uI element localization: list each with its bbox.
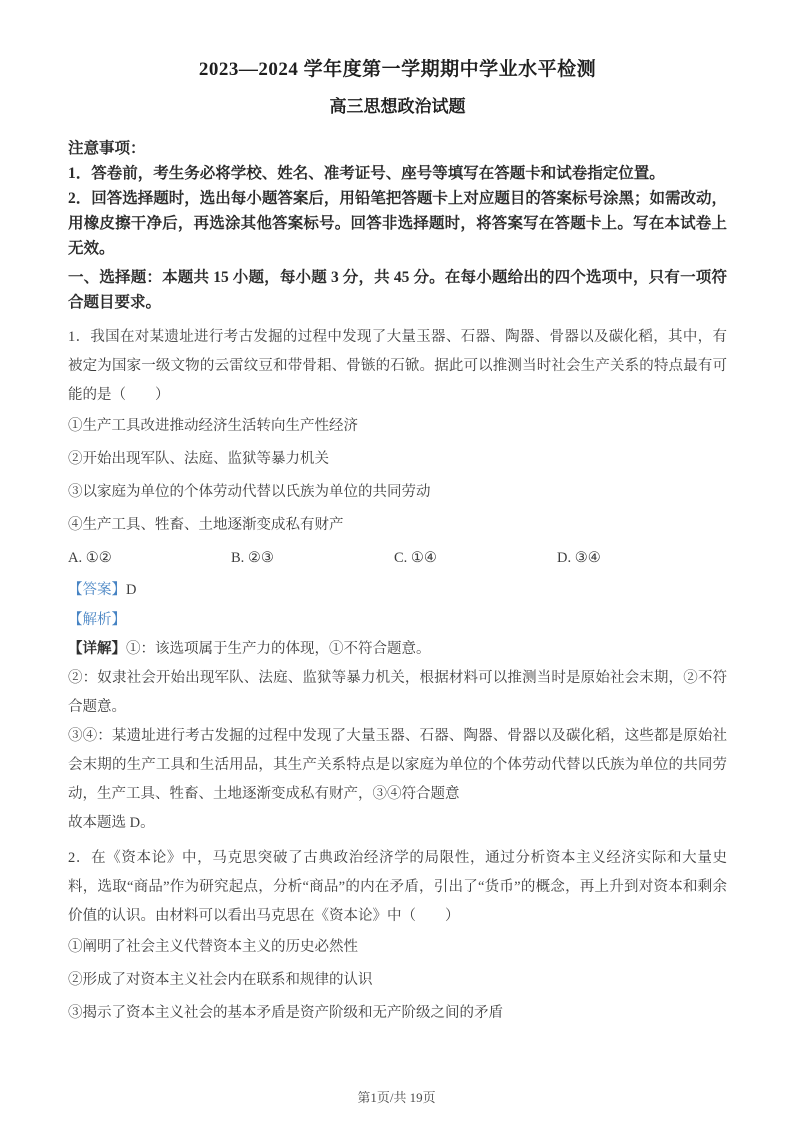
answer-line — [68, 575, 727, 605]
detail-paragraph-2: ②：奴隶社会开始出现军队、法庭、监狱等暴力机关，根据材料可以推测当时是原始社会末期，②不符合题意。 — [68, 670, 727, 715]
question-2-stem: 2．在《资本论》中，马克思突破了古典政治经济学的局限性，通过分析资本主义经济实际和大量史料，选取“商品”作为研究起点，分析“商品”的内在矛盾，引出了“货币”的概念，再上升到对资本和剩余价值的认识。由材料可以看出马克思在《资本论》中（ ） — [68, 850, 727, 924]
detail-label: 【详解】 — [68, 641, 126, 657]
question-1-option-3: ③以家庭为单位的个体劳动代替以氏族为单位的共同劳动 — [68, 484, 431, 500]
analysis-label: 【解析】 — [68, 612, 126, 628]
detail-paragraph-1 — [68, 635, 727, 664]
notice-item-1: 1．答卷前，考生务必将学校、姓名、准考证号、座号等填写在答题卡和试卷指定位置。 — [68, 165, 665, 182]
page-footer — [0, 1087, 793, 1106]
choice-c: C. ①④ — [394, 550, 437, 566]
choice-b: B. ②③ — [231, 550, 274, 566]
question-1-choices-row — [68, 542, 727, 575]
detail-text-1: ①：该选项属于生产力的体现，①不符合题意。 — [126, 641, 431, 657]
page-subtitle: 高三思想政治试题 — [329, 97, 466, 116]
question-2-option-1: ①阐明了社会主义代替资本主义的历史必然性 — [68, 939, 358, 955]
choice-d: D. ③④ — [557, 550, 601, 566]
question-1-stem: 1．我国在对某遗址进行考古发掘的过程中发现了大量玉器、石器、陶器、骨器以及碳化稻，其中，有被定为国家一级文物的云雷纹豆和带骨耜、骨镞的石锨。据此可以推测当时社会生产关系的特点最有可能的是（ ） — [68, 329, 727, 403]
question-1-option-4: ④生产工具、牲畜、土地逐渐变成私有财产 — [68, 517, 344, 533]
question-1-option-2: ②开始出现军队、法庭、监狱等暴力机关 — [68, 451, 329, 467]
detail-paragraph-3: ③④：某遗址进行考古发掘的过程中发现了大量玉器、石器、陶器、骨器以及碳化稻，这些都是原始社会末期的生产工具和生活用品，其生产关系特点是以家庭为单位的个体劳动代替以氏族为单位的共同劳动，生产工具、牲畜、土地逐渐变成私有财产，③④符合题意 — [68, 728, 727, 802]
choice-a: A. ①② — [68, 550, 112, 566]
answer-label: 【答案】 — [68, 582, 126, 598]
notices-heading: 注意事项： — [68, 140, 146, 157]
answer-value: D — [126, 582, 137, 598]
notice-item-2: 2．回答选择题时，选出每小题答案后，用铅笔把答题卡上对应题目的答案标号涂黑；如需改动，用橡皮擦干净后，再选涂其他答案标号。回答非选择题时，将答案写在答题卡上。写在本试卷上无效。 — [68, 190, 727, 257]
analysis-label-line — [68, 605, 727, 635]
question-1-option-1: ①生产工具改进推动经济生活转向生产性经济 — [68, 418, 358, 434]
question-2-option-3: ③揭示了资本主义社会的基本矛盾是资产阶级和无产阶级之间的矛盾 — [68, 1005, 503, 1021]
detail-conclusion: 故本题选 D。 — [68, 815, 155, 831]
page-number-indicator: 第1页/共 19页 — [357, 1090, 436, 1105]
section-heading-multiple-choice: 一、选择题：本题共 15 小题，每小题 3 分，共 45 分。在每小题给出的四个选项中，只有一项符合题目要求。 — [68, 269, 727, 311]
page-title: 2023—2024 学年度第一学期期中学业水平检测 — [198, 59, 597, 80]
question-2-option-2: ②形成了对资本主义社会内在联系和规律的认识 — [68, 972, 373, 988]
